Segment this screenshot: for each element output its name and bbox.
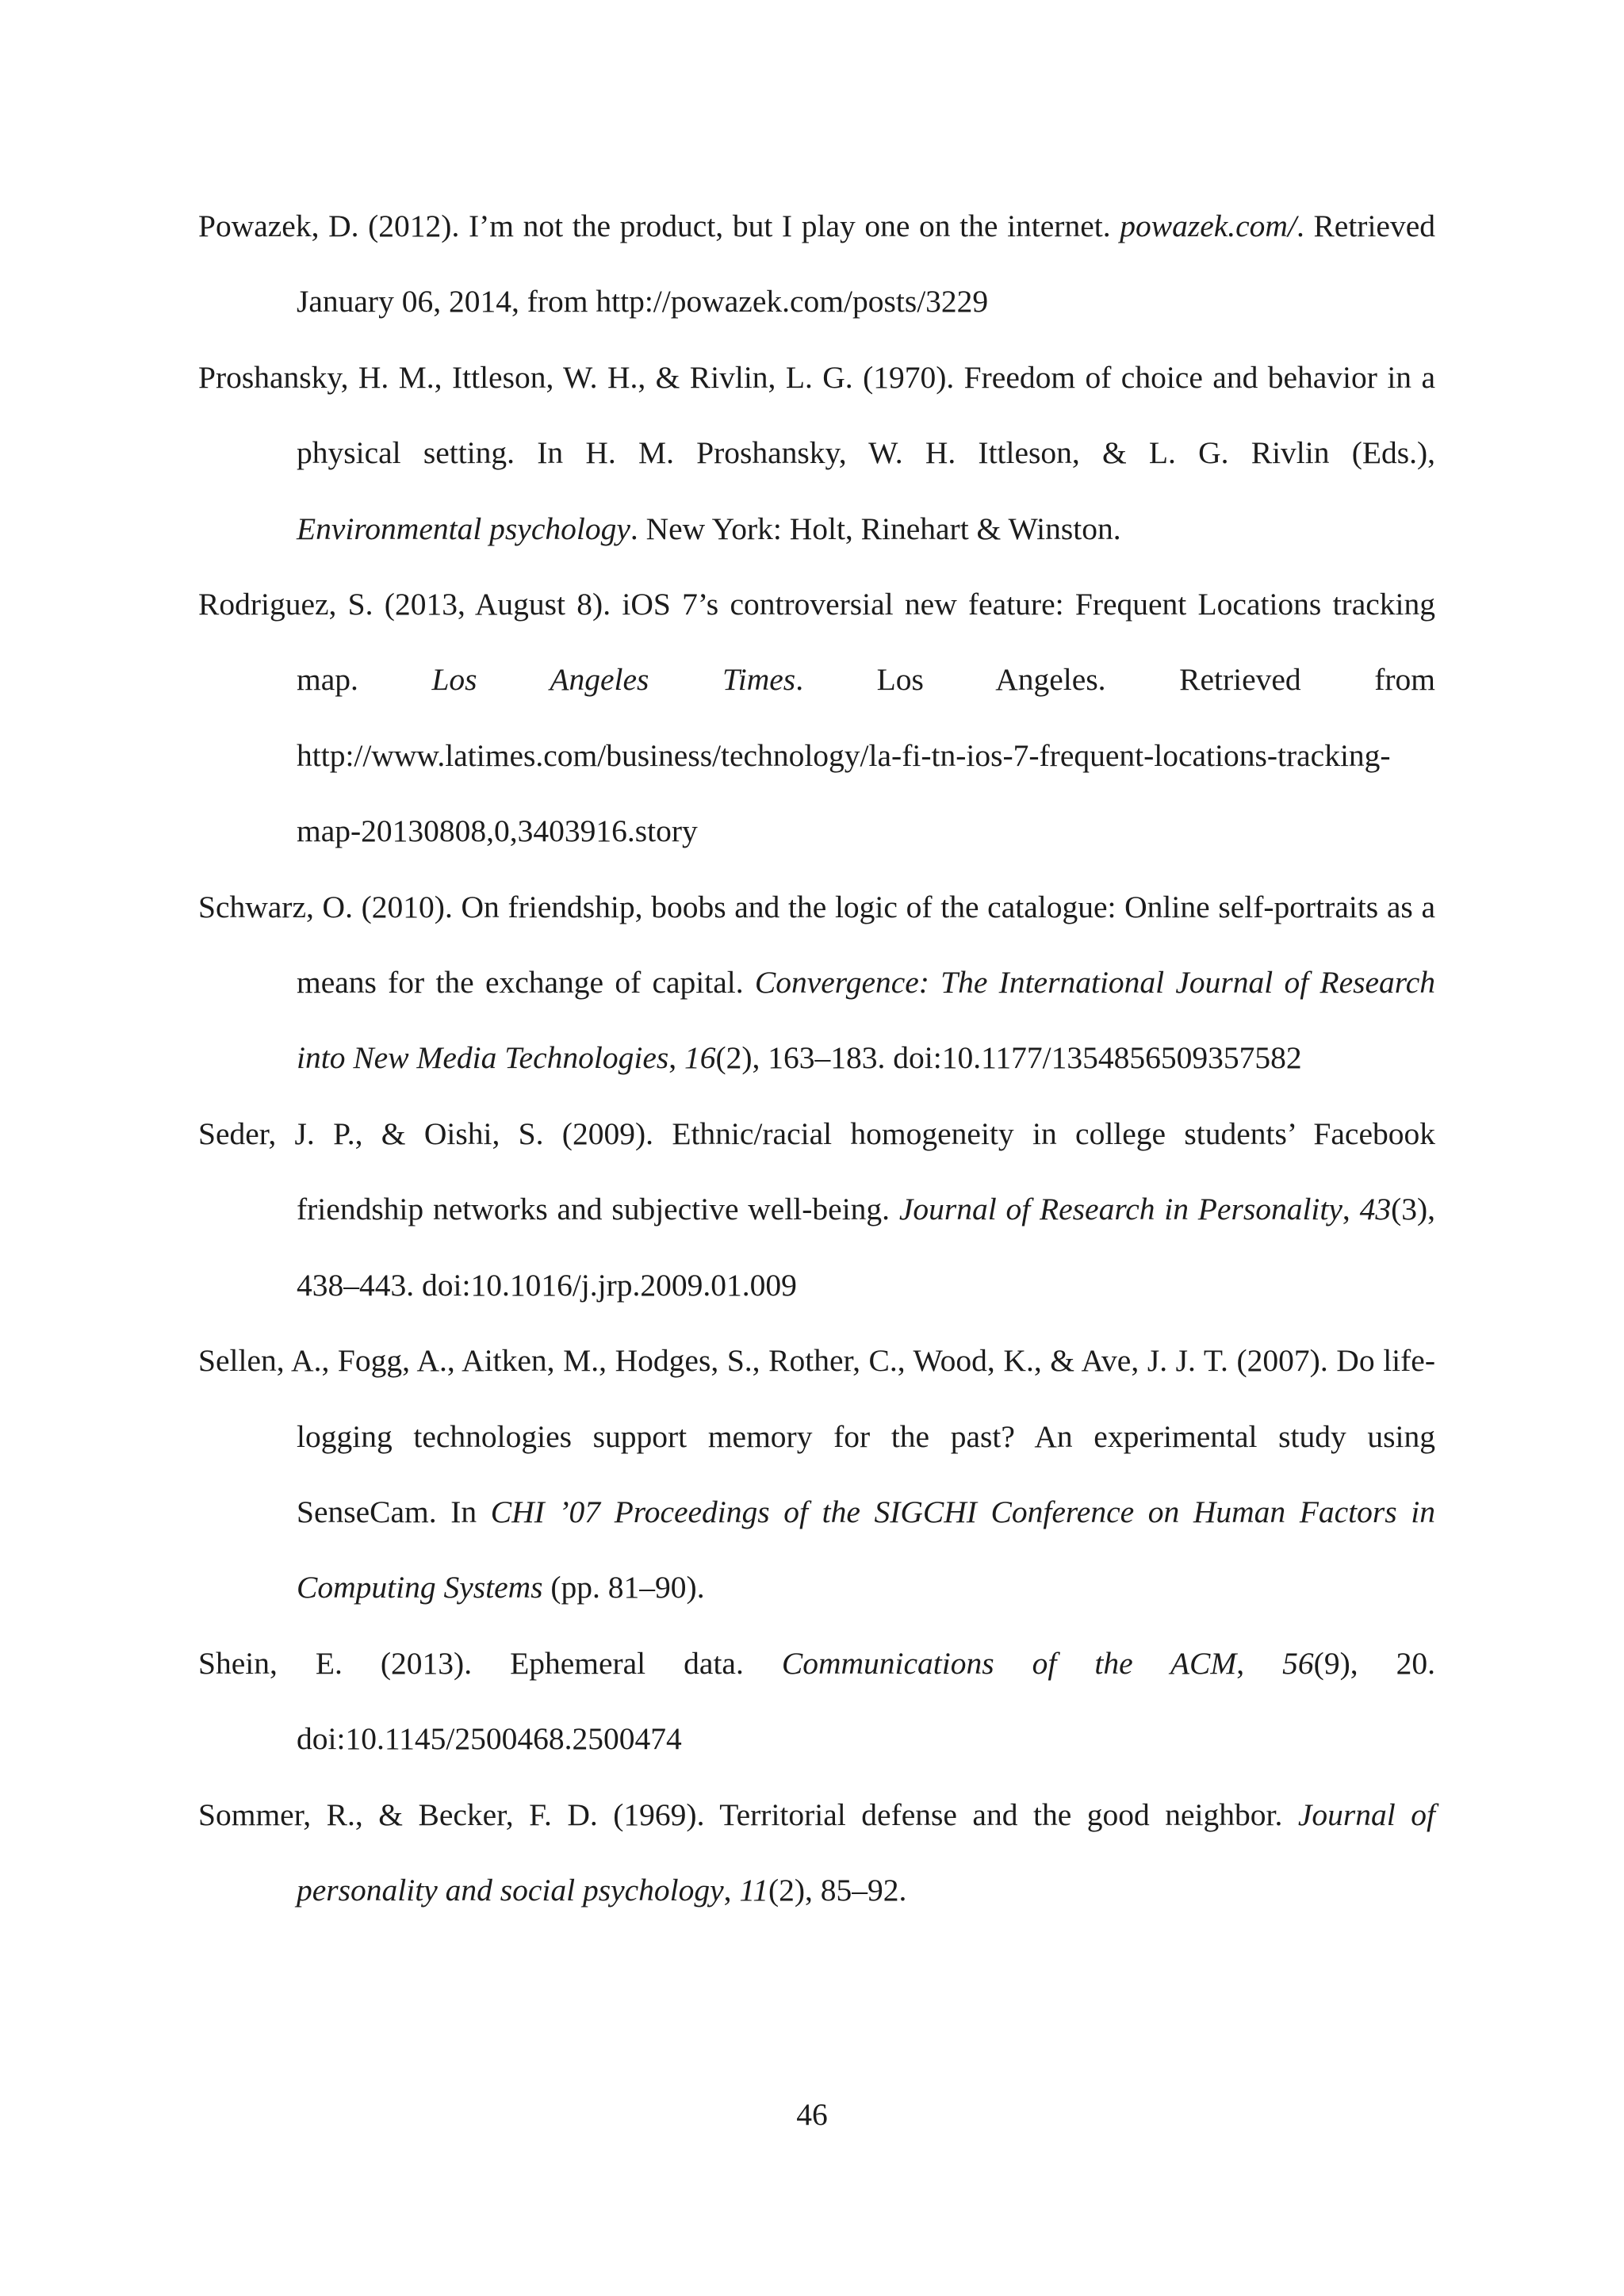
reference-text: (pp. 81–90). — [542, 1570, 705, 1605]
reference-text: (2), 85–92. — [768, 1872, 907, 1908]
reference-text: Proshansky, H. M., Ittleson, W. H., & Rivlin, L. G. (1970). Freedom of choice and behavior in a physical setting. In H. M. Proshansky, W. H. Ittleson, & L. G. Rivlin (Eds.), — [198, 359, 1435, 471]
reference-entry-rodriguez — [198, 567, 1435, 870]
reference-italic-text: Journal of Research in Personality — [898, 1192, 1342, 1227]
reference-text: . New York: Holt, Rinehart & Winston. — [630, 511, 1121, 546]
reference-text: Rodriguez, S. (2013, August 8). iOS 7’s controversial new feature: Frequent Locations tracking map. — [198, 587, 1435, 698]
reference-entry-sommer — [198, 1777, 1435, 1929]
reference-entry-sellen — [198, 1323, 1435, 1626]
reference-entry-proshansky — [198, 340, 1435, 567]
reference-text: Schwarz, O. (2010). On friendship, boobs and the logic of the catalogue: Online self-portraits as a means for the exchange of capital. — [198, 889, 1435, 1001]
reference-text: , — [723, 1872, 740, 1908]
reference-list — [198, 189, 1435, 1928]
reference-text: (3), 438–443. doi:10.1016/j.jrp.2009.01.009 — [297, 1192, 1435, 1303]
reference-entry-schwarz — [198, 870, 1435, 1096]
reference-text: , — [668, 1040, 684, 1076]
reference-entry-shein — [198, 1626, 1435, 1777]
page-number: 46 — [796, 2097, 828, 2132]
reference-text: Sellen, A., Fogg, A., Aitken, M., Hodges, S., Rother, C., Wood, K., & Ave, J. J. T. (2007). Do life-logging technologies support memory for the past? An experimental study using SenseCam. In — [198, 1343, 1435, 1529]
reference-entry-seder — [198, 1096, 1435, 1323]
reference-text: Powazek, D. (2012). I’m not the product, but I play one on the internet. — [198, 209, 1120, 243]
reference-italic-text: CHI ’07 Proceedings of the SIGCHI Conference on Human Factors in Computing Systems — [297, 1494, 1435, 1605]
reference-italic-text: Journal of personality and social psychology — [297, 1797, 1435, 1908]
reference-text: (2), 163–183. doi:10.1177/1354856509357582 — [715, 1040, 1302, 1076]
reference-text: , — [1342, 1192, 1360, 1227]
reference-italic-text: 56 — [1282, 1645, 1314, 1681]
reference-italic-text: 43 — [1359, 1192, 1392, 1227]
reference-text: (9), 20. doi:10.1145/2500468.2500474 — [297, 1645, 1435, 1757]
reference-italic-text: powazek.com/ — [1120, 209, 1297, 243]
reference-text: . Retrieved January 06, 2014, from http://powazek.com/posts/3229 — [297, 209, 1435, 320]
reference-text: . Los Angeles. Retrieved from http://www.latimes.com/business/technology/la-fi-tn-ios-7-frequent-locations-tracking-map-20130808,0,3403916.story — [297, 662, 1436, 849]
reference-text: Sommer, R., & Becker, F. D. (1969). Territorial defense and the good neighbor. — [198, 1797, 1298, 1832]
reference-italic-text: Los Angeles Times — [431, 662, 796, 698]
reference-italic-text: 11 — [739, 1872, 768, 1908]
reference-italic-text: 16 — [684, 1040, 716, 1076]
reference-entry-powazek — [198, 189, 1435, 340]
reference-italic-text: Communications of the ACM — [781, 1645, 1237, 1681]
reference-italic-text: Convergence: The International Journal of Research into New Media Technologies — [297, 965, 1435, 1076]
reference-text: Shein, E. (2013). Ephemeral data. — [198, 1645, 782, 1681]
reference-italic-text: Environmental psychology — [297, 511, 630, 546]
reference-text: , — [1236, 1645, 1283, 1681]
reference-text: Seder, J. P., & Oishi, S. (2009). Ethnic/racial homogeneity in college students’ Facebook friendship networks and subjective well-being. — [198, 1115, 1435, 1227]
